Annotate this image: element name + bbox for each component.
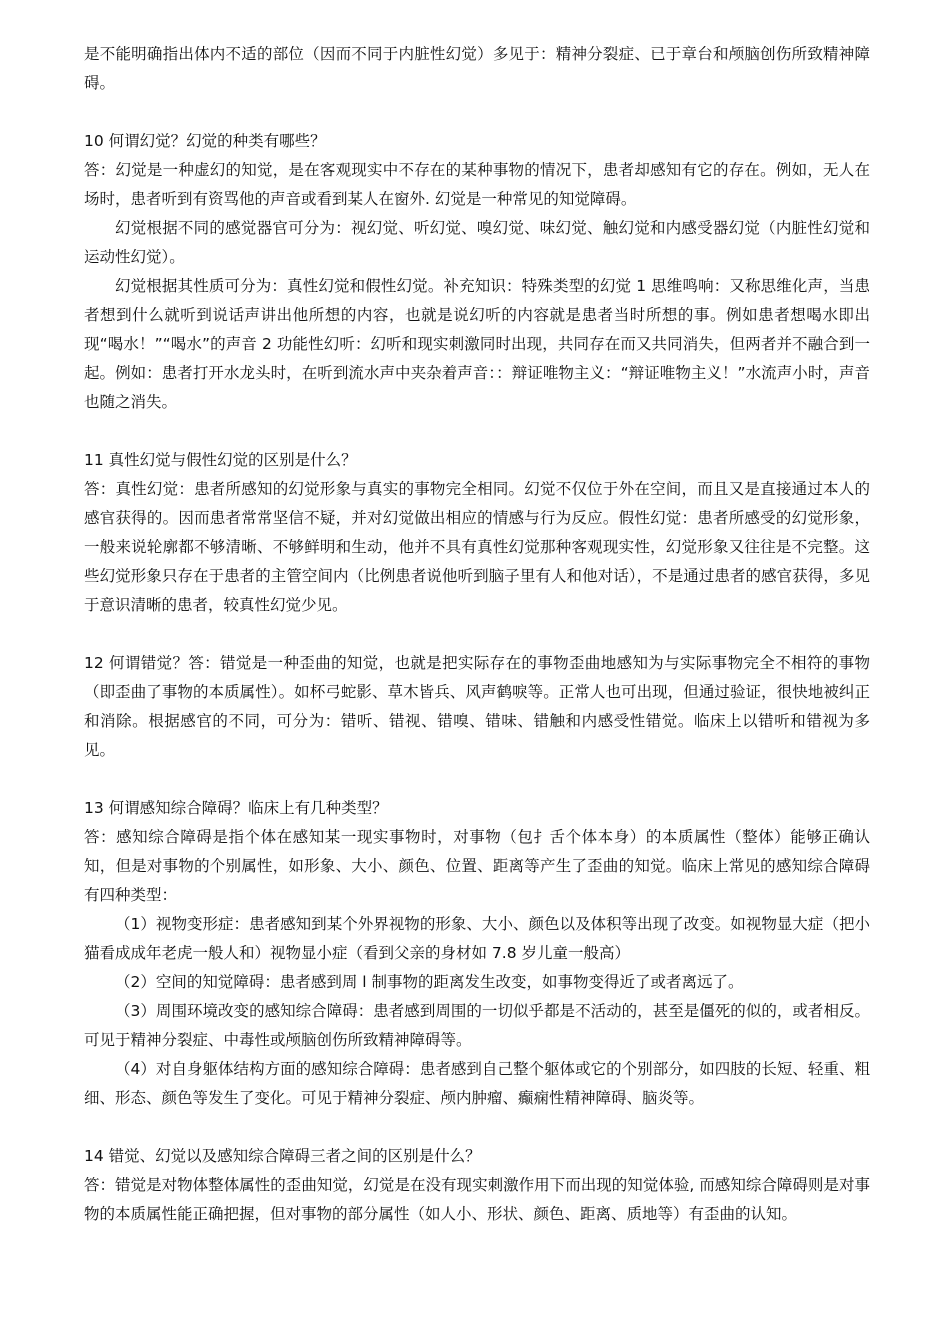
- answer-paragraph: 答：感知综合障碍是指个体在感知某一现实事物时，对事物（包扌舌个体本身）的本质属性（整体）能够正确认知，但是对事物的个别属性，如形象、大小、颜色、位置、距离等产生了歪曲的知觉。临床上常见的感知综合障碍有四种类型：: [84, 828, 870, 904]
- list-item: （4）对自身躯体结构方面的感知综合障碍：患者感到自己整个躯体或它的个别部分，如四肢的长短、轻重、粗细、形态、颜色等发生了变化。可见于精神分裂症、颅内肿瘤、癫痫性精神障碍、脑炎等。: [84, 1060, 870, 1107]
- paragraph: 是不能明确指出体内不适的部位（因而不同于内脏性幻觉）多见于：精神分裂症、已于章台和颅脑创伤所致精神障碍。: [84, 45, 870, 92]
- answer-paragraph: 答：幻觉是一种虚幻的知觉，是在客观现实中不存在的某种事物的情况下，患者却感知有它的存在。例如，无人在场时，患者听到有资骂他的声音或看到某人在窗外. 幻觉是一种常见的知觉障碍。: [84, 161, 870, 208]
- paragraph: 幻觉根据不同的感觉器官可分为：视幻觉、听幻觉、嗅幻觉、味幻觉、触幻觉和内感受器幻觉（内脏性幻觉和运动性幻觉）。: [84, 219, 870, 266]
- question-heading-10: 10 何谓幻觉？幻觉的种类有哪些？: [84, 132, 326, 150]
- answer-paragraph: 答：真性幻觉：患者所感知的幻觉形象与真实的事物完全相同。幻觉不仅位于外在空间，而且又是直接通过本人的感官获得的。因而患者常常坚信不疑，并对幻觉做出相应的情感与行为反应。假性幻觉：患者所感受的幻觉形象，一般来说轮廓都不够清晰、不够鲜明和生动，他并不具有真性幻觉那种客观现实性，幻觉形象又往往是不完整。这些幻觉形象只存在于患者的主管空间内（比例患者说他听到脑子里有人和他对话），不是通过患者的感官获得，多见于意识清晰的患者，较真性幻觉少见。: [84, 480, 870, 614]
- question-heading-14: 14 错觉、幻觉以及感知综合障碍三者之间的区别是什么？: [84, 1147, 481, 1165]
- paragraph: 幻觉根据其性质可分为：真性幻觉和假性幻觉。补充知识：特殊类型的幻觉 1 思维鸣响：又称思维化声，当患者想到什么就听到说话声讲出他所想的内容，也就是说幻听的内容就是患者当时所想的事。例如患者想喝水即出现“喝水！”“喝水”的声音 2 功能性幻听：幻听和现实刺激同时出现，共同存在而又共同消失，但两者并不融合到一起。例如：患者打开水龙头时，在听到流水声中夹杂着声音：：辩证唯物主义：“辩证唯物主义！”水流声小时，声音也随之消失。: [84, 277, 870, 411]
- spacer: [84, 1113, 870, 1142]
- list-item: （2）空间的知觉障碍：患者感到周 l 制事物的距离发生改变，如事物变得近了或者离远了。: [115, 973, 744, 991]
- question-heading-13: 13 何谓感知综合障碍？临床上有几种类型？: [84, 799, 388, 817]
- spacer: [84, 98, 870, 127]
- list-item: （3）周围环境改变的感知综合障碍：患者感到周围的一切似乎都是不活动的，甚至是僵死的似的，或者相反。可见于精神分裂症、中毒性或颅脑创伤所致精神障碍等。: [84, 1002, 870, 1049]
- spacer: [84, 620, 870, 649]
- question-heading-11: 11 真性幻觉与假性幻觉的区别是什么？: [84, 451, 357, 469]
- spacer: [84, 417, 870, 446]
- list-item: （1）视物变形症：患者感知到某个外界视物的形象、大小、颜色以及体积等出现了改变。如视物显大症（把小猫看成成年老虎一般人和）视物显小症（看到父亲的身材如 7.8 岁儿童一般高）: [84, 915, 870, 962]
- answer-paragraph: 答：错觉是对物体整体属性的歪曲知觉，幻觉是在没有现实刺激作用下而出现的知觉体验, 而感知综合障碍则是对事物的本质属性能正确把握，但对事物的部分属性（如人小、形状、颜色、距离、质地等）有歪曲的认知。: [84, 1176, 870, 1223]
- spacer: [84, 765, 870, 794]
- question-paragraph-12: 12 何谓错觉？答：错觉是一种歪曲的知觉，也就是把实际存在的事物歪曲地感知为与实际事物完全不相符的事物（即歪曲了事物的本质属性）。如杯弓蛇影、草木皆兵、风声鹤唳等。正常人也可出现，但通过验证，很快地被纠正和消除。根据感官的不同，可分为：错听、错视、错嗅、错味、错触和内感受性错觉。临床上以错听和错视为多见。: [84, 654, 870, 759]
